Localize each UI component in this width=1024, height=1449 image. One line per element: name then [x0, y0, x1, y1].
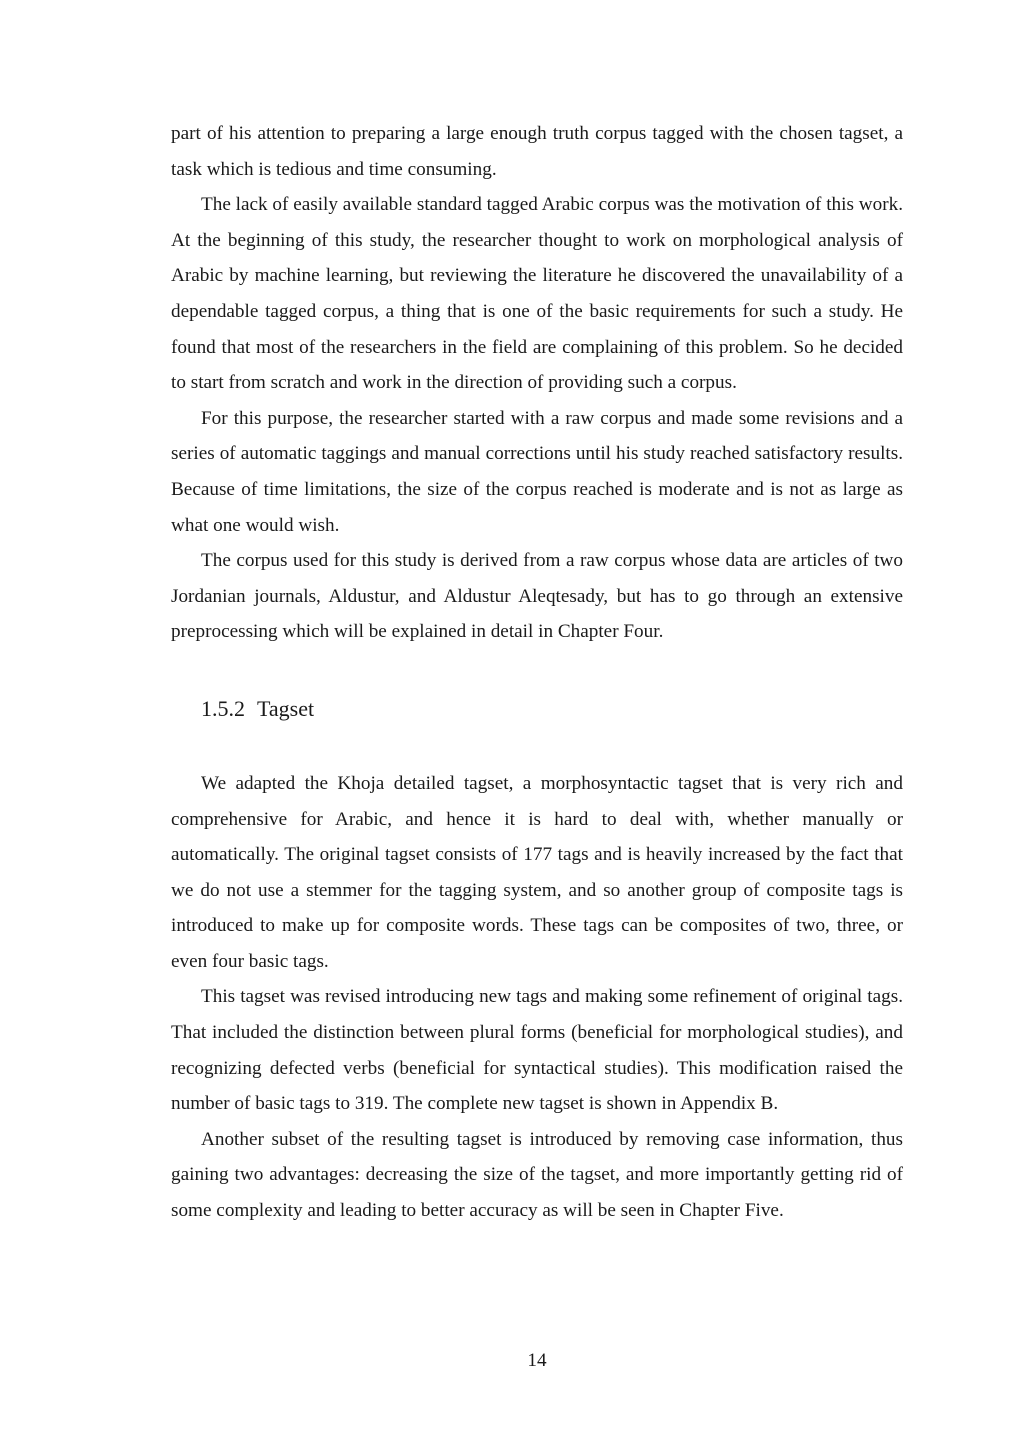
paragraph-purpose: For this purpose, the researcher started with a raw corpus and made some revisions and a series of automatic taggings and manual corrections until his study reached satisfactory results. Because of time limitations, the size of the corpus reached is moderate and is not as large as what one would wish. [171, 407, 903, 536]
section-title: Tagset [257, 695, 315, 721]
section-number: 1.5.2 [201, 695, 245, 721]
paragraph-tagset-revision: This tagset was revised introducing new tags and making some refinement of original tags. That included the distinction between plural forms (beneficial for morphological studies), and recognizing defected verbs (beneficial for syntactical studies). This modification raised the number of basic tags to 319. The complete new tagset is shown in Appendix B. [171, 986, 903, 1115]
section-heading [201, 694, 903, 724]
paragraph-tagset-subset: Another subset of the resulting tagset is introduced by removing case information, thus gaining two advantages: decreasing the size of the tagset, and more importantly getting rid of some complexity and leading to better accuracy as will be seen in Chapter Five. [171, 1128, 903, 1222]
paragraph-continuation: part of his attention to preparing a large enough truth corpus tagged with the chosen tagset, a task which is tedious and time consuming. [171, 123, 903, 180]
page-number: 14 [527, 1350, 547, 1371]
paragraph-khoja-tagset: We adapted the Khoja detailed tagset, a morphosyntactic tagset that is very rich and comprehensive for Arabic, and hence it is hard to deal with, whether manually or automatically. The original tagset consists of 177 tags and is heavily increased by the fact that we do not use a stemmer for the tagging system, and so another group of composite tags is introduced to make up for composite words. These tags can be composites of two, three, or even four basic tags. [171, 772, 903, 972]
paragraph-motivation: The lack of easily available standard tagged Arabic corpus was the motivation of this work. At the beginning of this study, the researcher thought to work on morphological analysis of Arabic by machine learning, but reviewing the literature he discovered the unavailability of a dependable tagged corpus, a thing that is one of the basic requirements for such a study. He found that most of the researchers in the field are complaining of this problem. So he decided to start from scratch and work in the direction of providing such a corpus. [171, 194, 903, 394]
paragraph-corpus-source: The corpus used for this study is derived from a raw corpus whose data are articles of two Jordanian journals, Aldustur, and Aldustur Aleqtesady, but has to go through an extensive preprocessing which will be explained in detail in Chapter Four. [171, 550, 903, 643]
page-body [171, 116, 903, 1229]
